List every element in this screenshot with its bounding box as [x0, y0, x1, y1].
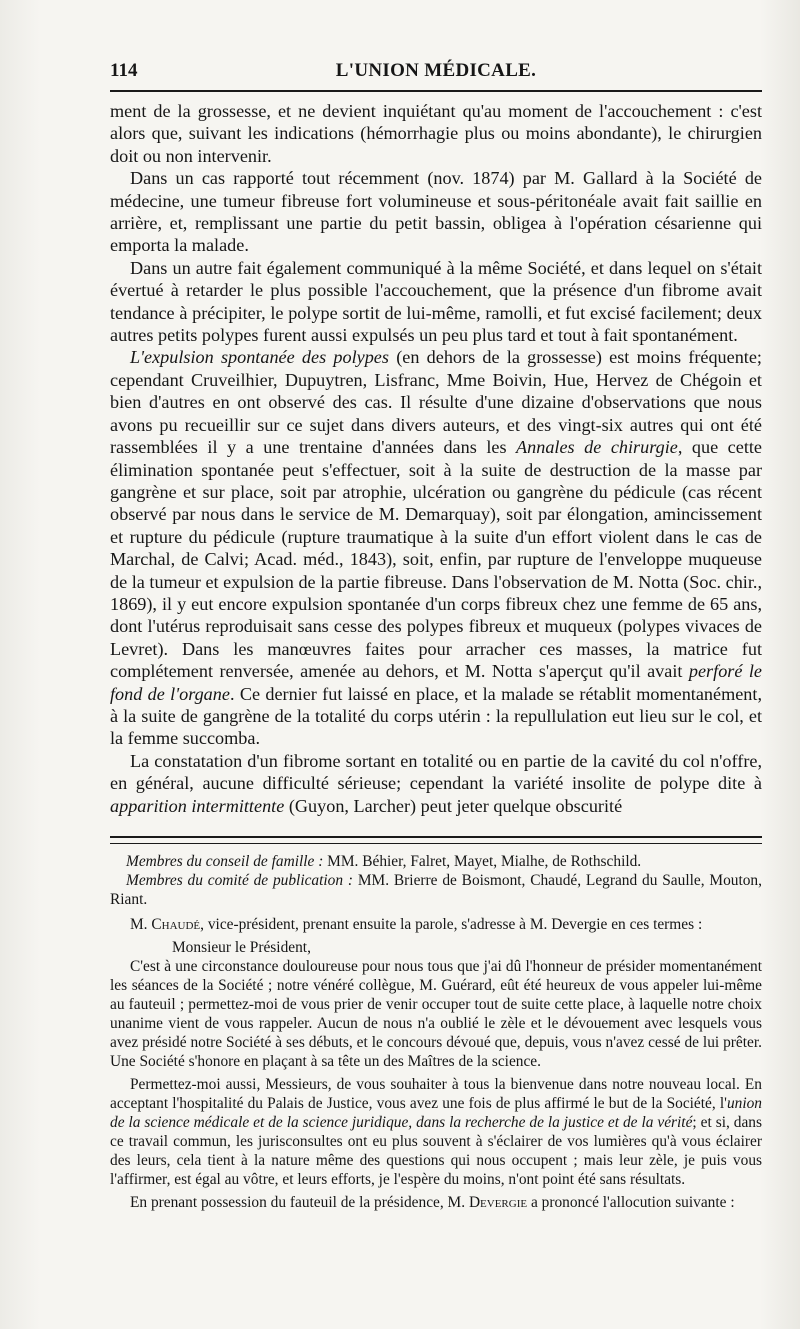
council-label: Membres du conseil de famille :: [126, 853, 324, 870]
text-run: a prononcé l'allocution suivante :: [527, 1194, 735, 1211]
speaker-name: Chaudé: [151, 916, 201, 933]
committee-label: Membres du comité de publication :: [126, 872, 354, 889]
salutation: Monsieur le Président,: [172, 939, 311, 956]
text-run: , vice-président, prenant ensuite la parole, s'adresse à M. Devergie en ces termes :: [200, 916, 703, 933]
text-run: (Guyon, Larcher) peut jeter quelque obscurité: [284, 795, 623, 816]
speech-paragraph: C'est à une circonstance douloureuse pour nous tous que j'ai dû l'honneur de présider momentanément les séances de la Société ; notre vénéré collègue, M. Guérard, eût été heureux de vous appeler lui-même au fauteuil ; permettez-moi de vous prier de venir occuper tout de suite cette place, à laquelle notre choix unanime vient de vous rappeler. Aucun de nous n'a oublié le zèle et le dévouement avec lesquels vous avez présidé notre Société à ses débuts, et le concours dévoué que, depuis, vous n'avez cessé de lui prêter. Une Société s'honore en plaçant à sa tête un des Maîtres de la science.: [110, 958, 762, 1070]
italic-phrase: apparition intermittente: [110, 795, 285, 816]
text-run: . Ce dernier fut laissé en place, et la malade se rétablit momentanément, à la suite de gangrène de la totalité du corps utérin : la repullulation eut lieu sur le col, et la femme succomba.: [110, 683, 762, 749]
text-run: En prenant possession du fauteuil de la présidence, M.: [130, 1194, 469, 1211]
page-number: 114: [110, 60, 138, 81]
speaker-name: Devergie: [468, 1194, 528, 1211]
committee-members: [110, 871, 762, 909]
text-run: M.: [130, 916, 152, 933]
italic-phrase: union de la science médicale et de la science juridique, dans la recherche de la justice et de la vérité: [110, 1095, 762, 1131]
header-rule: [110, 90, 762, 92]
italic-phrase: L'expulsion spontanée des polypes: [130, 347, 389, 368]
paragraph: [110, 346, 762, 749]
paragraph: Dans un autre fait également communiqué à la même Société, et dans lequel on s'était évertué à retarder le plus possible l'accouchement, que la présence d'un fibrome avait tendance à précipiter, le polype sortit de lui-même, ramolli, et fut excisé facilement; deux autres petits polypes furent aussi expulsés un peu plus tard et tout à fait spontanément.: [110, 257, 762, 346]
council-members: [110, 852, 762, 871]
committee-names: MM. Brierre de Boismont, Chaudé, Legrand du Saulle, Mouton, Riant.: [110, 872, 762, 908]
council-names: MM. Béhier, Falret, Mayet, Mialhe, de Rothschild.: [323, 853, 642, 870]
running-head: [110, 60, 762, 88]
paragraph: ment de la grossesse, et ne devient inquiétant qu'au moment de l'accouchement : c'est alors que, suivant les indications (hémorrhagie plus ou moins abondante), le chirurgien doit ou non intervenir.: [110, 101, 762, 166]
article-body: [110, 100, 762, 817]
society-minutes: [110, 852, 762, 1212]
paragraph: [110, 750, 762, 817]
text-run: ; et si, dans ce travail commun, les jurisconsultes ont eu plus souvent à s'éclairer de vos lumières qu'à vous éclairer des leurs, cela tient à la nature même des questions qui nous occupent ; mais leur zèle, je puis vous l'affirmer, est égal au vôtre, et leurs efforts, je l'espère du moins, n'ont point été sans résultats.: [110, 1114, 762, 1188]
paragraph: Dans un cas rapporté tout récemment (nov. 1874) par M. Gallard à la Société de médecine, une tumeur fibreuse fort volumineuse et sous-péritonéale avait fait saillie en arrière, et, remplissant une partie du petit bassin, obligea à l'opération césarienne qui emporta la malade.: [110, 168, 762, 256]
section-divider: [110, 836, 762, 844]
italic-phrase: Annales de chirurgie: [516, 437, 678, 458]
text-run: , que cette élimination spontanée peut s'effectuer, soit à la suite de destruction de la masse par gangrène et sur place, soit par atrophie, ulcération ou gangrène du pédicule (cas récent observé par nous dans le service de M. Demarquay), soit par élongation, amincissement et rupture du pédicule (rupture traumatique à la suite d'un effort violent dans le cas de Marchal, de Calvi; Acad. méd., 1843), soit, enfin, par rupture de l'enveloppe muqueuse de la tumeur et expulsion de la partie fibreuse. Dans l'observation de M. Notta (Soc. chir., 1869), il y eut encore expulsion spontanée d'un corps fibreux chez une femme de 65 ans, dont l'utérus reproduisait sans cesse des polypes fibreux et muqueux (polypes vivaces de Levret). Dans les manœuvres faites pour arracher ces masses, la matrice fut complétement renversée, amenée au dehors, et M. Notta s'aperçut qu'il avait: [110, 437, 762, 682]
text-run: La constatation d'un fibrome sortant en totalité ou en partie de la cavité du col n'offre, en général, aucune difficulté sérieuse; cependant la variété insolite de polype dite à: [110, 750, 762, 794]
closing-paragraph: [110, 1193, 762, 1212]
journal-title: L'UNION MÉDICALE.: [335, 60, 537, 81]
speech-paragraph: [110, 1075, 762, 1189]
italic-phrase: perforé le fond de l'organe: [110, 661, 763, 704]
text-run: Permettez-moi aussi, Messieurs, de vous souhaiter à tous la bienvenue dans notre nouveau local. En acceptant l'hospitalité du Palais de Justice, vous avez une fois de plus affirmé le but de la Société, l': [110, 1076, 762, 1112]
speech-intro: [110, 915, 762, 934]
text-run: (en dehors de la grossesse) est moins fréquente; cependant Cruveilhier, Dupuytren, Lisfranc, Mme Boivin, Hue, Hervez de Chégoin et bien d'autres en ont observé des cas. Il résulte d'une dizaine d'observations que nous avons pu recueillir sur ce sujet dans divers auteurs, et des vingt-six autres qui ont été rassemblées il y a une trentaine d'années dans les: [110, 347, 762, 458]
